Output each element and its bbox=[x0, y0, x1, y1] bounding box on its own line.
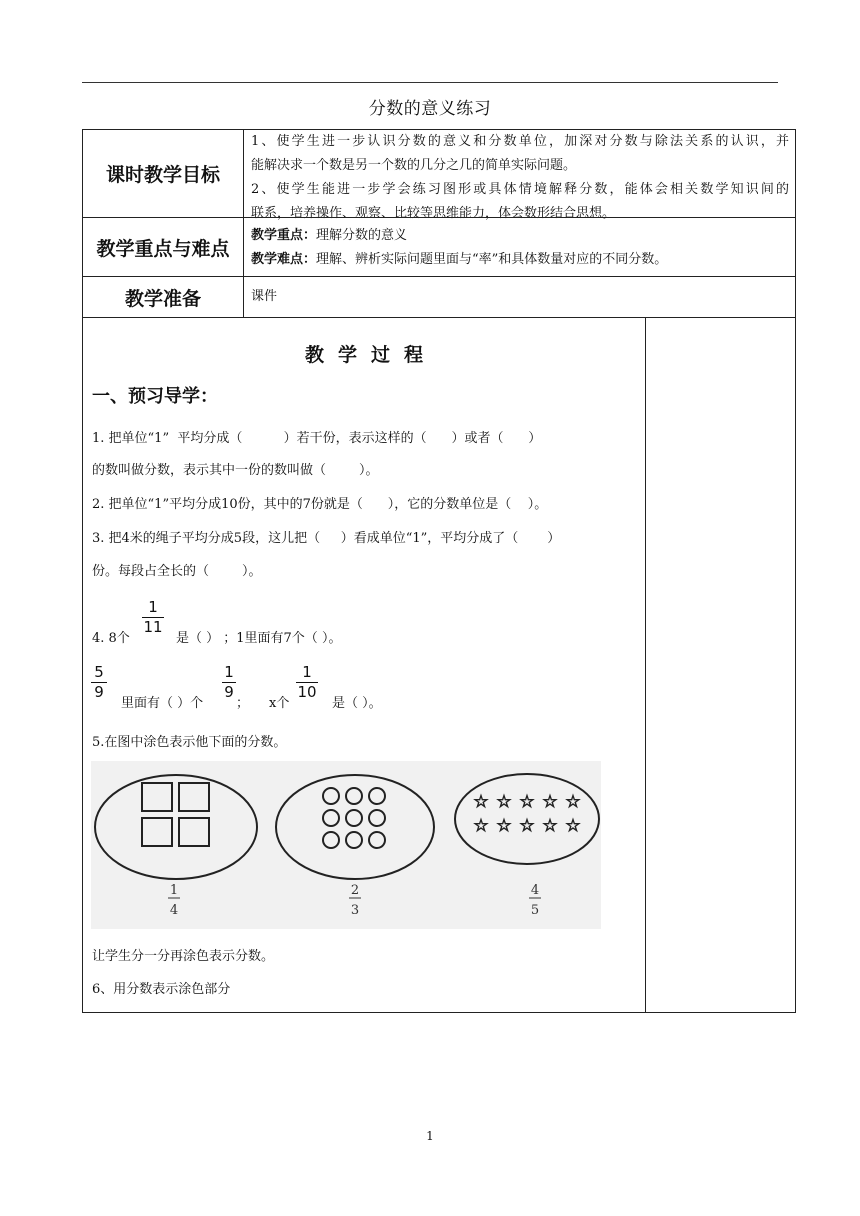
document-title: 分数的意义练习 bbox=[368, 99, 492, 119]
oval-squares bbox=[95, 775, 257, 879]
question-3-line-2: 份。每段占全长的（ ）。 bbox=[92, 564, 262, 579]
goal-line-3: 2、使学生能进一步学会练习图形或具体情境解释分数，能体会相关数学知识间的 bbox=[251, 182, 789, 197]
figure-fraction-1-den: 4 bbox=[169, 903, 179, 918]
goal-line-4: 联系，培养操作、观察、比较等思维能力，体会数形结合思想。 bbox=[251, 206, 616, 221]
focus-text: 理解分数的意义 bbox=[316, 228, 408, 243]
question-3-line-1: 3. 把4米的绳子平均分成5段，这儿把（ ）看成单位“1”，平均分成了（ ） bbox=[92, 531, 561, 546]
star-icon: ☆ bbox=[496, 816, 512, 836]
key-content bbox=[251, 224, 789, 272]
star-icon: ☆ bbox=[496, 792, 512, 812]
question-1-line-1: 1. 把单位“1” 平均分成（ ）若干份，表示这样的（ ）或者（ ） bbox=[92, 431, 542, 446]
header-rule bbox=[82, 82, 778, 83]
fraction-denominator: 9 bbox=[94, 683, 104, 701]
dot bbox=[369, 788, 385, 804]
star-icon: ☆ bbox=[565, 792, 581, 812]
figure-fraction-2-num: 2 bbox=[350, 883, 360, 898]
process-title: 教学过程 bbox=[304, 344, 437, 366]
star-icon: ☆ bbox=[565, 816, 581, 836]
fraction-denominator: 11 bbox=[143, 618, 163, 636]
figure-fraction-2-den: 3 bbox=[350, 903, 360, 918]
focus-label: 教学重点： bbox=[251, 228, 317, 243]
fraction-1-11 bbox=[142, 599, 164, 636]
fraction-1-9 bbox=[222, 664, 236, 701]
dot bbox=[323, 788, 339, 804]
difficulty-label: 教学难点： bbox=[251, 252, 317, 267]
question-4c-end: 是（ ）。 bbox=[332, 696, 382, 711]
fraction-denominator: 10 bbox=[297, 683, 317, 701]
square-4 bbox=[179, 818, 209, 846]
figure-fraction-1-num: 1 bbox=[169, 883, 179, 898]
oval-circles bbox=[276, 775, 434, 879]
row-teaching-goals bbox=[82, 129, 796, 221]
question-2: 2. 把单位“1”平均分成10份，其中的7份就是（ ），它的分数单位是（ ）。 bbox=[92, 497, 548, 512]
question-6: 6、用分数表示涂色部分 bbox=[92, 982, 231, 997]
figure-fraction-3-den: 5 bbox=[530, 903, 540, 918]
dot bbox=[346, 810, 362, 826]
square-1 bbox=[142, 783, 172, 811]
question-5: 5.在图中涂色表示他下面的分数。 bbox=[92, 735, 287, 750]
dot bbox=[369, 832, 385, 848]
question-4-start: 4. 8个 bbox=[92, 631, 130, 646]
question-4c-mid: 里面有（ ）个 bbox=[121, 696, 204, 711]
dot bbox=[346, 832, 362, 848]
question-4c-sep: ； bbox=[236, 696, 250, 711]
dot bbox=[323, 810, 339, 826]
difficulty-text: 理解、辨析实际问题里面与“率”和具体数量对应的不同分数。 bbox=[316, 252, 668, 267]
star-icon: ☆ bbox=[473, 816, 489, 836]
question-1-line-2: 的数叫做分数，表示其中一份的数叫做（ ）。 bbox=[92, 463, 379, 478]
question-5-note: 让学生分一分再涂色表示分数。 bbox=[92, 949, 275, 964]
row-preparation bbox=[82, 276, 796, 318]
goals-content bbox=[251, 130, 789, 226]
goal-line-2: 能解决求一个数是另一个数的几分之几的简单实际问题。 bbox=[251, 158, 577, 173]
column-divider bbox=[645, 318, 646, 1012]
square-3 bbox=[142, 818, 172, 846]
square-2 bbox=[179, 783, 209, 811]
prep-text: 课件 bbox=[251, 289, 278, 304]
question-4c-x: x个 bbox=[269, 696, 290, 711]
row-label-goals: 课时教学目标 bbox=[83, 130, 244, 217]
star-icon: ☆ bbox=[542, 792, 558, 812]
fraction-1-10 bbox=[296, 664, 318, 701]
fraction-numerator: 1 bbox=[224, 663, 234, 681]
star-icon: ☆ bbox=[519, 816, 535, 836]
teaching-process-box bbox=[82, 317, 796, 1013]
row-label-key: 教学重点与难点 bbox=[83, 218, 244, 276]
star-icon: ☆ bbox=[473, 792, 489, 812]
section-heading: 一、预习导学： bbox=[92, 386, 218, 407]
fraction-numerator: 1 bbox=[302, 663, 312, 681]
goal-line-1: 1、使学生进一步认识分数的意义和分数单位，加深对分数与除法关系的认识，并 bbox=[251, 134, 789, 149]
page-number: 1 bbox=[426, 1129, 434, 1143]
dot bbox=[369, 810, 385, 826]
question-4-end: 是（ ） ；1里面有7个（ ）。 bbox=[176, 631, 342, 646]
fraction-numerator: 1 bbox=[148, 598, 158, 616]
fraction-denominator: 9 bbox=[224, 683, 234, 701]
fraction-5-9 bbox=[91, 664, 107, 701]
row-label-prep: 教学准备 bbox=[83, 277, 244, 317]
fraction-numerator: 5 bbox=[94, 663, 104, 681]
figure-fraction-3-num: 4 bbox=[530, 883, 540, 898]
shading-figure bbox=[91, 761, 601, 929]
dot bbox=[323, 832, 339, 848]
row-key-points bbox=[82, 217, 796, 277]
star-icon: ☆ bbox=[542, 816, 558, 836]
dot bbox=[346, 788, 362, 804]
star-icon: ☆ bbox=[519, 792, 535, 812]
